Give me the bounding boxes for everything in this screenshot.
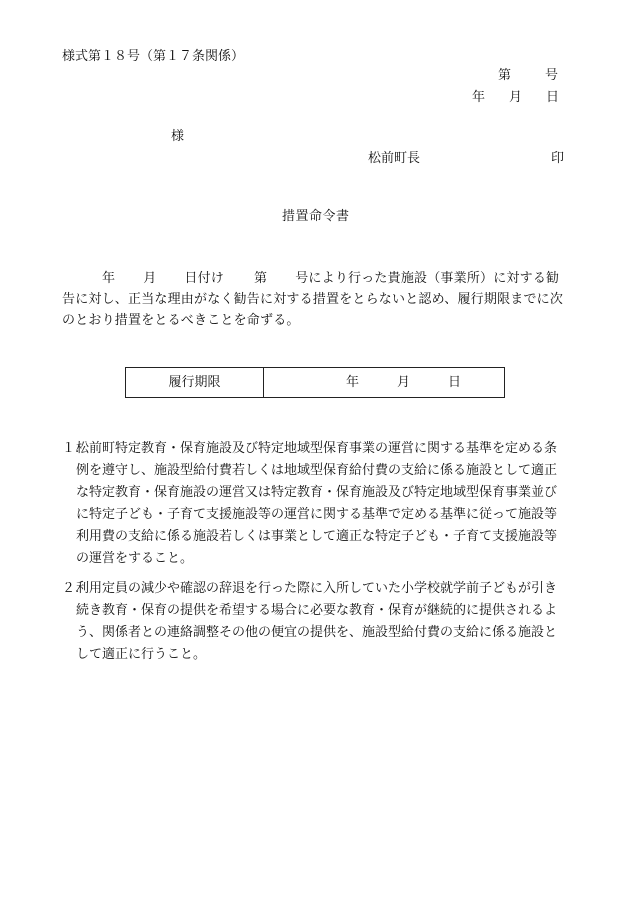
date-day: 日 <box>546 90 560 105</box>
date-month: 月 <box>509 90 523 105</box>
deadline-table <box>125 367 505 398</box>
order-item <box>62 578 568 666</box>
date-year: 年 <box>472 90 486 105</box>
intro-dated: 日付け <box>184 271 225 286</box>
intro-year: 年 <box>102 271 116 286</box>
order-item-text: 利用定員の減少や確認の辞退を行った際に入所していた小学校就学前子どもが引き続き教育・保育の提供を希望する場合に必要な教育・保育が継続的に提供されるよう、関係者との連絡調整その他の便宜の提供を、施設型給付費の支給に係る施設として適正に行うこと。 <box>76 581 558 662</box>
form-number: 様式第１８号（第１７条関係） <box>62 49 245 64</box>
order-item-number: ２. <box>62 581 80 596</box>
order-item-text: 松前町特定教育・保育施設及び特定地域型保育事業の運営に関する基準を定める条例を遵守し、施設型給付費若しくは地域型保育給付費の支給に係る施設として適正な特定教育・保育施設の運営又は特定教育・保育施設及び特定地域型保育事業並びに特定子ども・子育て支援施設等の運営に関する基準で定める基準に従って施設等利用費の支給に係る施設若しくは事業として適正な特定子ども・子育て支援施設等の運営をすること。 <box>76 441 558 566</box>
order-item-number: １. <box>62 441 80 456</box>
intro-no-prefix: 第 <box>254 271 268 286</box>
document-number <box>498 67 558 85</box>
deadline-month: 月 <box>397 374 411 390</box>
document-date <box>472 89 559 107</box>
deadline-value <box>264 368 504 397</box>
deadline-day: 日 <box>448 374 462 390</box>
deadline-year: 年 <box>346 374 360 390</box>
document-title: 措置命令書 <box>282 209 350 224</box>
intro-body: 号により行った貴施設（事業所）に対する勧告に対し、正当な理由がなく勧告に対する措置をとらないと認め、履行期限までに次のとおり措置をとるべきことを命ずる。 <box>62 271 564 328</box>
addressee-honorific: 様 <box>171 129 185 144</box>
document-number-prefix: 第 <box>498 68 512 83</box>
intro-paragraph <box>62 268 568 331</box>
intro-month: 月 <box>143 271 157 286</box>
document-number-suffix: 号 <box>545 68 559 83</box>
order-item <box>62 438 568 570</box>
issuer-name: 松前町長 <box>368 151 421 166</box>
seal-mark: 印 <box>551 151 565 166</box>
deadline-label: 履行期限 <box>126 368 264 397</box>
